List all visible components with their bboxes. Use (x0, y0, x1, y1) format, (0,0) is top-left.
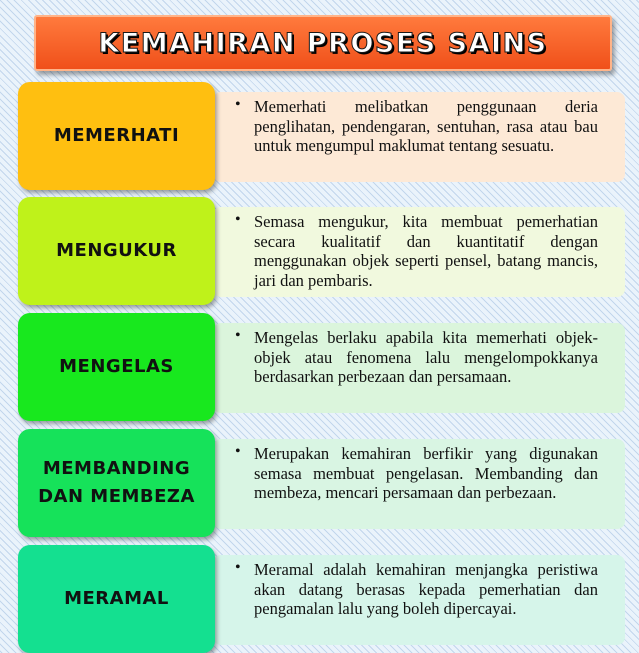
skill-description-box (213, 92, 625, 182)
skill-description: Semasa mengukur, kita membuat pemerhatian secara kualitatif dan kuantitatif dengan menggunakan objek seperti pensel, batang mancis, jari dan pembaris. (254, 212, 598, 290)
bullet-icon: • (235, 559, 241, 576)
skill-label: MEMBANDING DAN MEMBEZA (38, 458, 195, 507)
title-banner (34, 15, 612, 71)
skill-label-box (18, 545, 215, 653)
skill-description-box (213, 555, 625, 645)
skill-label-box (18, 197, 215, 305)
skill-label-box (18, 82, 215, 190)
page-title: KEMAHIRAN PROSES SAINS (98, 27, 548, 59)
skill-label: MENGELAS (59, 356, 174, 377)
skill-label-box (18, 429, 215, 537)
bullet-icon: • (235, 211, 241, 228)
bullet-icon: • (235, 327, 241, 344)
skill-label-box (18, 313, 215, 421)
bullet-icon: • (235, 443, 241, 460)
skill-description-box (213, 207, 625, 297)
bullet-icon: • (235, 96, 241, 113)
skill-description: Mengelas berlaku apabila kita memerhati objek-objek atau fenomena lalu mengelompokkanya berdasarkan perbezaan dan persamaan. (254, 328, 598, 386)
skill-description-box (213, 439, 625, 529)
skill-description: Memerhati melibatkan penggunaan deria penglihatan, pendengaran, sentuhan, rasa atau bau untuk mengumpul maklumat tentang sesuatu. (254, 97, 598, 155)
skill-label: MENGUKUR (56, 240, 177, 261)
skill-label: MEMERHATI (53, 125, 180, 146)
skill-label: MERAMAL (64, 588, 169, 609)
skill-description: Merupakan kemahiran berfikir yang digunakan semasa membuat pengelasan. Membanding dan membeza, mencari persamaan dan perbezaan. (254, 444, 598, 502)
skill-description: Meramal adalah kemahiran menjangka peristiwa akan datang berasas kepada pemerhatian dan pengamalan lalu yang boleh dipercayai. (254, 560, 598, 618)
skill-description-box (213, 323, 625, 413)
